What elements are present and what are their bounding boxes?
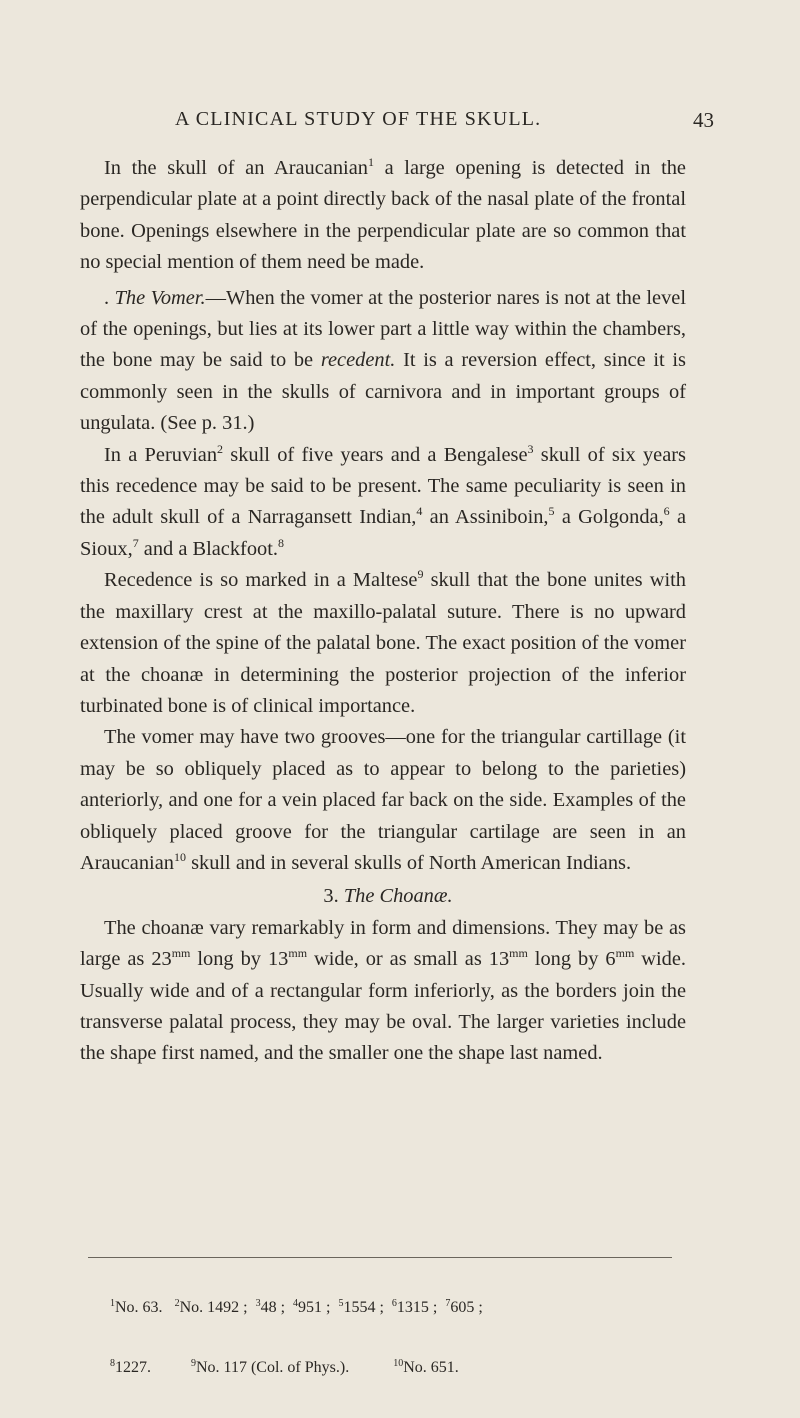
text-run: skull of six years this recedence may be said to be present. The same peculiarity is seen in the adult skull of a Narragansett Indian, (80, 443, 686, 529)
section-heading-choanae (80, 881, 686, 912)
footnote-ref: 8 (278, 535, 284, 550)
paragraph-vomer (80, 283, 686, 440)
footnote-text: 48 ; (260, 1299, 294, 1316)
text-run: skull of five years and a Bengalese (223, 443, 528, 466)
footnote-mark: 10 (393, 1358, 404, 1369)
unit-mm: mm (509, 946, 528, 961)
text-run: The choanæ vary remarkably in form and dimensions. They may be as large as 23 (80, 916, 686, 971)
footnote-mark: 7 (445, 1298, 451, 1309)
body-text (80, 153, 686, 1070)
page-number: 43 (693, 108, 714, 132)
text-run: and a Blackfoot. (138, 537, 278, 560)
footnote-mark: 2 (174, 1298, 180, 1309)
footnote-text: No. 651. (403, 1359, 459, 1376)
footnote-text: No. 63. (115, 1299, 175, 1316)
footnote-mark: 6 (391, 1298, 397, 1309)
paragraph-choanae (80, 913, 686, 1070)
footnote-ref: 2 (217, 441, 224, 456)
footnote-text: 605 ; (450, 1299, 483, 1316)
footnote-mark: 5 (338, 1298, 344, 1309)
footnote-text: 1554 ; (343, 1299, 392, 1316)
footnote-ref: 5 (548, 504, 555, 519)
text-run: an Assiniboin, (422, 506, 549, 529)
text-run: a Sioux, (80, 506, 686, 560)
footnotes (110, 1258, 690, 1418)
footnote-text: 1315 ; (396, 1299, 446, 1316)
footnote-line (110, 1298, 690, 1318)
footnote-mark: 1 (110, 1298, 115, 1309)
text-run: The vomer may have two grooves—one for the triangular cartillage (it may be so obliquely placed as to appear to belong to the parieties) anteriorly, and one for a vein placed far back on the side. Examples of the obliquely placed groove for the triangular cartilage are seen in an Araucanian (80, 726, 686, 874)
vomer-heading: The Vomer. (114, 286, 206, 309)
text-run: a large opening is detected in the perpendicular plate at a point directly back of the nasal plate of the frontal bone. Openings elsewhere in the perpendicular plate are so common that no special mention of them need be made. (80, 157, 686, 274)
section-title: The Choanæ. (343, 885, 453, 908)
footnote-ref: 3 (527, 441, 534, 456)
text-run: wide. Usually wide and of a rectangular form inferiorly, as the borders join the transverse palatal process, they may be oval. The larger varieties include the shape first named, and the smaller one the shape last named. (80, 948, 686, 1065)
footnote-mark: 3 (255, 1298, 261, 1309)
running-head: A CLINICAL STUDY OF THE SKULL. (175, 108, 542, 130)
footnote-ref: 4 (416, 504, 423, 519)
paragraph-araucanian-opening (80, 153, 686, 279)
footnote-ref: 10 (173, 849, 186, 864)
text-run: Recedence is so marked in a Maltese (104, 569, 418, 592)
unit-mm: mm (615, 946, 635, 961)
text-run: a Golgonda, (554, 506, 664, 529)
footnote-text: No. 117 (Col. of Phys.). (196, 1359, 394, 1376)
text-run: skull and in several skulls of North American Indians. (185, 851, 632, 874)
footnote-text: No. 1492 ; (179, 1299, 256, 1316)
text-run: long by 6 (527, 948, 616, 971)
unit-mm: mm (171, 946, 191, 961)
footnote-ref: 6 (663, 504, 670, 519)
text-run: In a Peruvian (104, 443, 218, 466)
footnote-mark: 8 (110, 1358, 115, 1369)
text-run: In the skull of an Araucanian (104, 157, 368, 179)
section-number: 3. (323, 885, 344, 908)
paragraph-maltese (80, 565, 686, 722)
footnote-text: 1227. (115, 1359, 191, 1376)
unit-mm: mm (288, 946, 308, 961)
footnote-mark: 9 (191, 1358, 196, 1369)
paragraph-peruvian (80, 440, 686, 566)
footnote-ref: 7 (132, 535, 139, 550)
paragraph-grooves (80, 722, 686, 879)
text-run: skull that the bone unites with the maxillary crest at the maxillo-palatal suture. There is no upward extension of the spine of the palatal bone. The exact position of the vomer at the choanæ in determining the posterior projection of the inferior turbinated bone is of clinical importance. (80, 569, 686, 717)
footnote-mark: 4 (293, 1298, 299, 1309)
text-run: long by 13 (190, 948, 289, 971)
text-run: It is a reversion effect, since it is commonly seen in the skulls of carnivora and in important groups of ungulata. (See p. 31.) (80, 349, 686, 435)
footnote-ref: 9 (417, 567, 424, 582)
text-run: . (104, 286, 115, 309)
footnote-line (110, 1358, 690, 1378)
footnote-text: 951 ; (298, 1299, 339, 1316)
footnote-ref: 1 (367, 155, 374, 169)
page-header (0, 108, 800, 138)
text-run: —When the vomer at the posterior nares is not at the level of the openings, but lies at its lower part a little way within the chambers, the bone may be said to be (80, 286, 686, 372)
recedent-term: recedent. (320, 349, 396, 372)
text-run: wide, or as small as 13 (307, 948, 510, 971)
